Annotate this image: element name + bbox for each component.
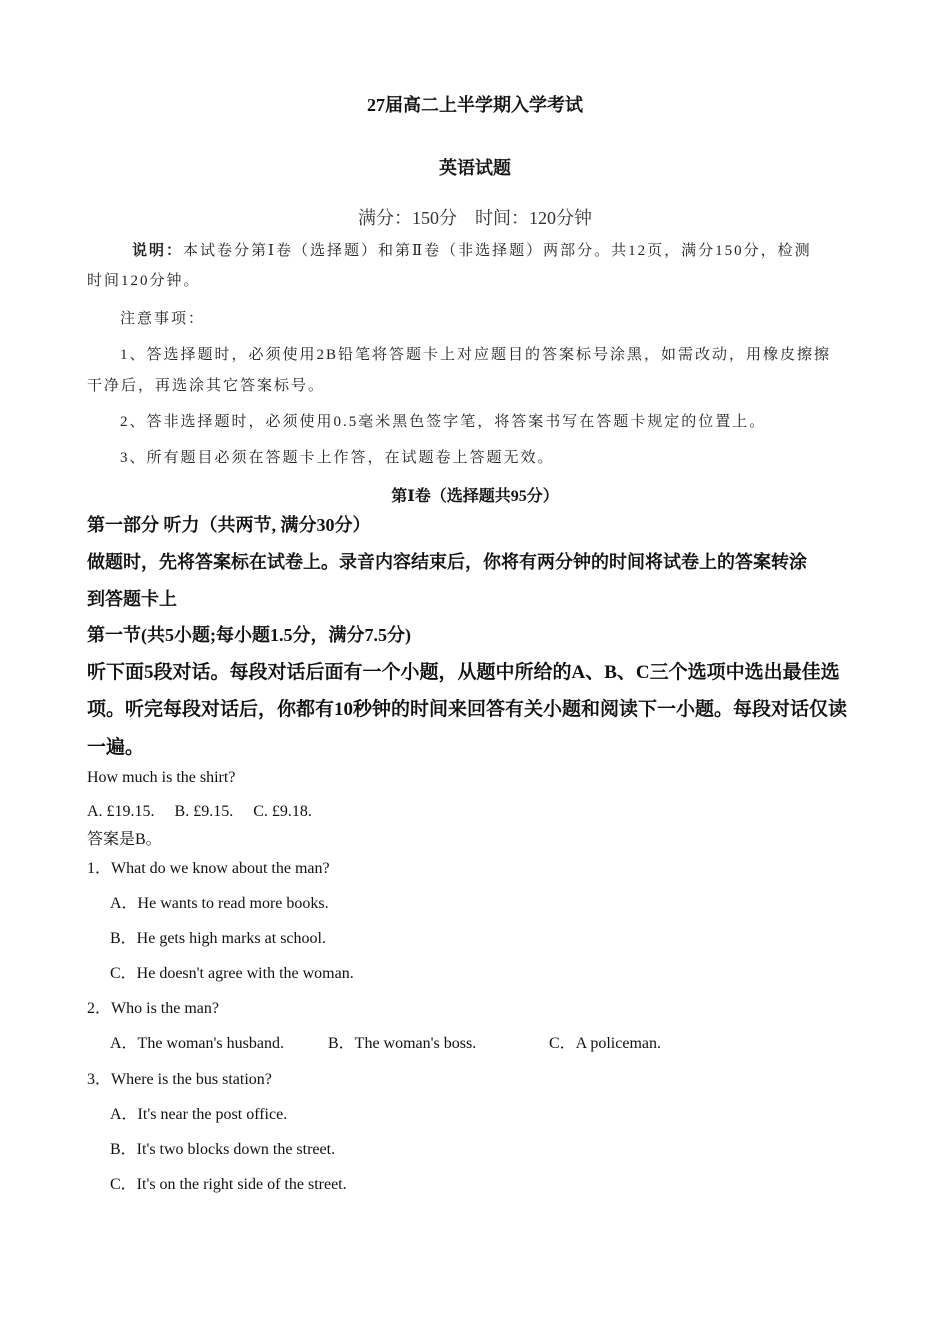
example-options: A. £19.15. B. £9.15. C. £9.18.: [87, 803, 312, 820]
question-3: [87, 1066, 272, 1089]
question-text: Where is the bus station?: [111, 1071, 272, 1088]
rule-1-line2: 干净后，再选涂其它答案标号。: [87, 378, 326, 394]
section-1-title: 第一节(共5小题;每小题1.5分，满分7.5分): [87, 625, 411, 645]
question-text: Who is the man?: [111, 1000, 219, 1017]
section-1-desc-line3: 一遍。: [87, 737, 145, 758]
question-number: 3．: [87, 1071, 112, 1088]
part-1-desc-line2: 到答题卡上: [87, 589, 177, 609]
question-text: What do we know about the man?: [111, 860, 330, 877]
question-2-option-a: A．The woman's husband.: [110, 1035, 284, 1052]
score-time-line: 满分：150分 时间：120分钟: [358, 208, 592, 228]
instructions-label: 说明：: [132, 243, 184, 259]
notice-title: 注意事项：: [120, 311, 206, 327]
section-1-desc-line1: 听下面5段对话。每段对话后面有一个小题，从题中所给的A、B、C三个选项中选出最佳选: [87, 662, 840, 683]
exam-title: 27届高二上半学期入学考试: [367, 95, 583, 115]
rule-3: 3、所有题目必须在答题卡上作答，在试题卷上答题无效。: [120, 450, 555, 466]
subject-title: 英语试题: [439, 158, 511, 178]
question-3-option-b: B．It's two blocks down the street.: [110, 1141, 336, 1158]
question-2: [87, 995, 219, 1018]
question-number: 2．: [87, 1000, 112, 1017]
rule-2: 2、答非选择题时，必须使用0.5毫米黑色签字笔，将答案书写在答题卡规定的位置上。: [120, 414, 767, 430]
instructions-line1: [132, 239, 812, 260]
question-1-option-b: B．He gets high marks at school.: [110, 930, 326, 947]
question-3-option-c: C．It's on the right side of the street.: [110, 1176, 347, 1193]
question-3-option-a: A．It's near the post office.: [110, 1106, 288, 1123]
instructions-text: 本试卷分第Ⅰ卷（选择题）和第Ⅱ卷（非选择题）两部分。共12页，满分150分，检测: [183, 243, 812, 259]
section-1-desc-line2: 项。听完每段对话后，你都有10秒钟的时间来回答有关小题和阅读下一小题。每段对话仅读: [87, 699, 848, 720]
part-1-title: 第一部分 听力（共两节, 满分30分）: [87, 515, 371, 535]
question-1: [87, 855, 330, 878]
part-1-desc-line1: 做题时，先将答案标在试卷上。录音内容结束后，你将有两分钟的时间将试卷上的答案转涂: [87, 552, 807, 572]
example-answer: 答案是B。: [87, 831, 162, 848]
question-2-option-b: B．The woman's boss.: [328, 1035, 477, 1052]
instructions-line2: 时间120分钟。: [87, 273, 201, 289]
question-2-option-c: C．A policeman.: [549, 1035, 661, 1052]
question-number: 1．: [87, 860, 112, 877]
example-question: How much is the shirt?: [87, 769, 236, 786]
rule-1-line1: 1、答选择题时，必须使用2B铅笔将答题卡上对应题目的答案标号涂黑，如需改动，用橡皮擦擦: [120, 347, 832, 363]
question-1-option-c: C．He doesn't agree with the woman.: [110, 965, 354, 982]
volume-1-title: 第Ⅰ卷（选择题共95分）: [391, 488, 559, 505]
question-1-option-a: A．He wants to read more books.: [110, 895, 329, 912]
